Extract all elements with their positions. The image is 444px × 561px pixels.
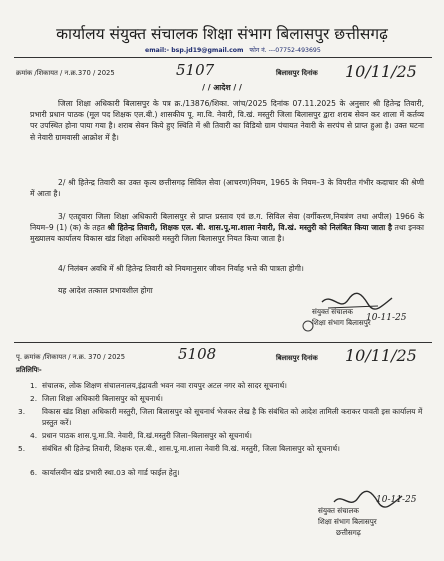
copy-label: प्रतिलिपिः- — [16, 366, 42, 374]
order1-ref-number: 5107 — [176, 61, 215, 79]
order1-signatory — [312, 306, 371, 328]
order1-date-label: बिलासपुर दिनांक — [276, 69, 318, 77]
list-item: 6. कार्यालयीन खंड प्रभारी स्था.03 को गार्ड फाईल हेतु। — [30, 468, 180, 477]
order1-seal-mark — [300, 318, 316, 334]
order2-signatory — [318, 505, 377, 538]
order1-para3-suspension: श्री हितेन्द्र तिवारी, शिक्षक एल. बी. शास.पू.मा.शाला नेवारी, वि.खं. मस्तुरी को निलंबित किया जाता है — [107, 223, 392, 233]
order2-signatory-line1: संयुक्त संचालक — [318, 506, 359, 515]
order1-para1: जिला शिक्षा अधिकारी बिलासपुर के पत्र क्र./13876/शिका. जांच/2025 दिनांक 07.11.2025 के अनुसार श्री हितेन्द्र तिवारी, प्रभारी प्रधान पाठक (मूल पद शिक्षक एल.बी.) शासकीय पू. मा.वि. नेवारी, वि.खं. मस्तुरी जिला बिलासपुर द्वारा शराब सेवन कर शाला में कर्तव्य पर उपस्थित होना पाया गया है। शराब सेवन किये हुए स्थिति में श्री तिवारी का विडियो ग्राम पंचायत नेवारी के सरपंच से प्राप्त हुआ है। उक्त घटना से नेवारी ग्रामवासी आक्रोश में है। — [30, 99, 424, 142]
phone-text: फोन नं. ---07752-493695 — [249, 47, 321, 54]
list-item: 2. जिला शिक्षा अधिकारी बिलासपुर को सूचनार्थ। — [30, 394, 163, 403]
order2-ref: पृ. क्रमांक /शिकायत / न.क्र. 370 / 2025 — [16, 353, 126, 361]
order1-para3-part1: 3/ एतद्द्वारा जिला शिक्षा अधिकारी बिलासपुर से प्राप्त प्रस्ताव एवं छ.ग. सिविल सेवा (वर्गीकरण,नियत्रंण तथा अपील) 1966 के नियम–9 (1) (क) के तहत — [30, 212, 424, 233]
order2-signature-date: 10-11-25 — [376, 495, 417, 505]
section-divider — [14, 342, 432, 343]
order1-para3-part3: तथा इनका मुख्यालय कार्यालय विकास खंड शिक्षा अधिकारी मस्तुरी जिला बिलासपुर नियत किया जाता है। — [30, 223, 424, 244]
order2-signatory-line3: छत्तीसगढ़ — [336, 528, 361, 537]
order1-signatory-line1: संयुक्त संचालक — [312, 307, 353, 316]
header-rule — [14, 57, 432, 58]
contact-line — [145, 45, 321, 54]
order1-ref: क्रमांक /शिकायत / न.क्र.370 / 2025 — [16, 69, 115, 77]
order2-date-label: बिलासपुर दिनांक — [276, 354, 318, 362]
list-item: 5. संबंधित श्री हितेन्द्र तिवारी, शिक्षक एल.बी., शास.पू.मा.शाला नेवारी वि.खं. मस्तुरी, जिला बिलासपुर को सूचनार्थ। — [18, 444, 340, 453]
list-item: 4. प्रधान पाठक शास.पू.मा.वि. नेवारी, वि.खं.मस्तुरी जिला–बिलासपुर को सूचनार्थ। — [30, 431, 252, 440]
list-item: 3. विकास खंड शिक्षा अधिकारी मस्तुरी, जिला बिलासपुर को सूचनार्थ भेजकर लेख है कि संबंधित को आदेश तामिली कराकर पावती इस कार्यालय में प्रस्तुत करें। — [18, 407, 423, 427]
order1-signatory-line2: शिक्षा संभाग बिलासपुर — [312, 318, 371, 327]
order1-date: 10/11/25 — [345, 62, 417, 81]
effective-note: यह आदेश तत्काल प्रभावशील होगा — [58, 286, 153, 295]
order1-para4: 4/ निलंबन अवधि में श्री हितेन्द्र तिवारी को नियमानुसार जीवन निर्वाह भत्ते की पात्रता होगी। — [58, 264, 304, 273]
order2-signatory-line2: शिक्षा संभाग बिलासपुर — [318, 517, 377, 526]
order2-date: 10/11/25 — [345, 346, 417, 365]
list-item: 1. संचालक, लोक शिक्षण संचालनालय,इंद्रावती भवन नवा रायपुर अटल नगर को सादर सूचनार्थ। — [30, 381, 287, 390]
order1-para2: 2/ श्री हितेन्द्र तिवारी का उक्त कृत्य छत्तीसगढ़ सिविल सेवा (आचरण)नियम, 1965 के नियम–3 के विपरीत गंभीर कदाचार की श्रेणी में आता है। — [30, 178, 424, 199]
office-title: कार्यालय संयुक्त संचालक शिक्षा संभाग बिलासपुर छत्तीसगढ़ — [56, 25, 388, 43]
order2-ref-number: 5108 — [178, 345, 217, 363]
order1-signature-date: 10-11-25 — [366, 313, 407, 323]
order1-para3 — [30, 211, 424, 245]
order-heading: / / आदेश / / — [202, 83, 242, 92]
email-text: email:- bsp.jd19@gmail.com — [145, 47, 244, 54]
